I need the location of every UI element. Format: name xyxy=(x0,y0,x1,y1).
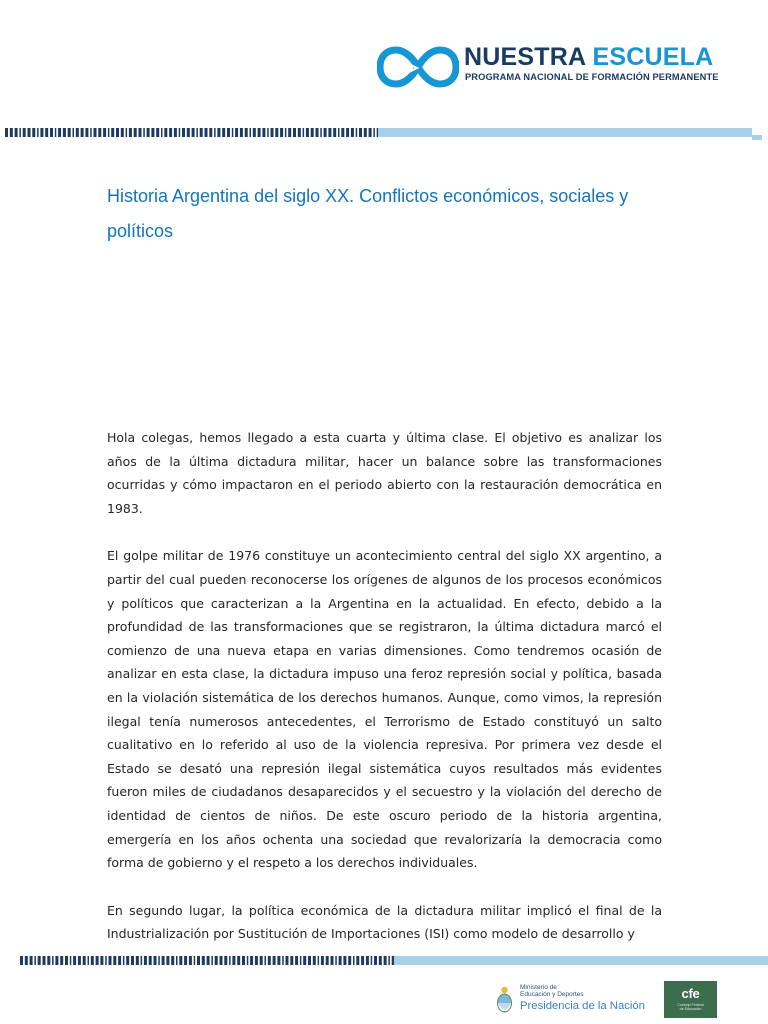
rule-dash xyxy=(343,956,346,965)
rule-dash xyxy=(313,956,316,965)
rule-dash xyxy=(271,128,274,137)
nuestra-escuela-logo xyxy=(377,43,717,89)
rule-dash xyxy=(255,956,258,965)
rule-dash xyxy=(55,956,58,965)
rule-dash xyxy=(240,128,243,137)
rule-dash xyxy=(373,128,375,137)
rule-dash xyxy=(111,128,114,137)
rule-dash xyxy=(295,956,298,965)
rule-dash xyxy=(214,128,216,137)
rule-dash xyxy=(147,128,150,137)
rule-dash xyxy=(232,128,234,137)
rule-dash xyxy=(143,128,145,137)
ministry-line-3: Presidencia de la Nación xyxy=(520,1000,645,1012)
rule-dash xyxy=(303,128,305,137)
rule-dash xyxy=(189,956,192,965)
rule-dash xyxy=(359,128,362,137)
logo-word-nuestra: NUESTRA xyxy=(464,43,586,71)
rule-dash xyxy=(384,956,387,965)
rule-dash xyxy=(34,956,36,965)
footer-divider xyxy=(0,953,768,967)
rule-dash xyxy=(318,956,320,965)
rule-dash xyxy=(73,956,76,965)
rule-dash xyxy=(207,956,210,965)
rule-dash xyxy=(103,128,106,137)
rule-dash xyxy=(200,128,203,137)
rule-dash xyxy=(166,956,169,965)
rule-dash xyxy=(20,956,23,965)
rule-dash xyxy=(197,956,200,965)
rule-dash xyxy=(131,956,134,965)
rule-dash xyxy=(338,128,340,137)
rule-dash xyxy=(129,128,132,137)
rule-dash xyxy=(328,128,331,137)
document-body xyxy=(107,426,662,970)
national-coat-of-arms-icon xyxy=(496,985,513,1015)
rule-dash xyxy=(174,128,177,137)
rule-dash xyxy=(179,956,182,965)
rule-dash xyxy=(220,956,223,965)
rule-dash xyxy=(361,956,364,965)
rule-dash xyxy=(388,956,390,965)
paragraph-2: El golpe militar de 1976 constituye un acontecimiento central del siglo XX argentino, a partir del cual pueden reconocerse los orígenes de algunos de los procesos económicos y políticos que caracterizan a la Argentina en la actualidad. En efecto, debido a la profundidad de las transformaciones que se registraron, la última dictadura marcó el comienzo de una nueva etapa en varias dimensiones. Como tendremos ocasión de analizar en esta clase, la dictadura impuso una feroz represión social y política, basada en la violación sistemática de los derechos humanos. Aunque, como vimos, la represión ilegal tenía numerosos antecedentes, el Terrorismo de Estado constituyó un salto cualitativo en lo referido al uso de la violencia represiva. Por primera vez desde el Estado se desató una represión ilegal sistemática cuyos resultados más evidentes fueron miles de ciudadanos desaparecidos y el secuestro y la violación del derecho de identidad de cientos de niños. De este oscuro periodo de la historia argentina, emergería en los años ochenta una sociedad que revalorizaría la democracia como forma de gobierno y el respeto a los derechos individuales. xyxy=(107,548,662,871)
rule-dash xyxy=(237,956,240,965)
rule-dash xyxy=(81,128,84,137)
rule-dash xyxy=(144,956,147,965)
rule-dashes xyxy=(5,128,380,137)
rule-dash xyxy=(273,956,276,965)
ministry-line-2: Educación y Deportes xyxy=(520,991,584,998)
rule-dash xyxy=(217,128,220,137)
rule-dash xyxy=(5,128,8,137)
rule-dash xyxy=(331,956,334,965)
rule-dash xyxy=(348,956,351,965)
rule-dash xyxy=(247,956,249,965)
rule-dash xyxy=(282,956,284,965)
cfe-acronym: cfe xyxy=(681,986,700,1001)
rule-dash xyxy=(15,128,18,137)
rule-dash xyxy=(123,956,125,965)
rule-dash xyxy=(293,128,296,137)
rule-dash xyxy=(88,956,90,965)
rule-dash xyxy=(235,128,238,137)
rule-dash xyxy=(38,956,41,965)
rule-dash xyxy=(341,128,344,137)
rule-dash xyxy=(116,128,119,137)
rule-dash xyxy=(47,956,50,965)
rule-dash xyxy=(76,128,79,137)
rule-dash xyxy=(311,128,314,137)
rule-dash xyxy=(215,956,218,965)
logo-wordmark xyxy=(464,43,713,71)
cfe-subtitle-line-2: de Educación xyxy=(679,1007,702,1012)
paragraph-3: En segundo lugar, la política económica de la dictadura militar implicó el final de la Industrialización por Sustitución de Importaciones (ISI) como modelo de desarrollo y xyxy=(107,902,662,942)
rule-dash xyxy=(73,128,75,137)
rule-dash xyxy=(308,956,311,965)
rule-dash xyxy=(265,956,267,965)
rule-dash xyxy=(290,956,293,965)
rule-dash xyxy=(209,128,212,137)
rule-dash xyxy=(205,128,208,137)
rule-dash xyxy=(23,128,26,137)
rule-dash xyxy=(45,128,48,137)
rule-dash xyxy=(169,128,172,137)
rule-dash xyxy=(40,128,43,137)
rule-dash xyxy=(366,956,369,965)
rule-dash xyxy=(250,128,252,137)
rule-dash xyxy=(154,956,157,965)
rule-dash xyxy=(43,956,46,965)
infinity-loop-icon xyxy=(377,45,459,89)
ministry-line-1: Ministerio de xyxy=(520,984,557,991)
rule-dash xyxy=(356,956,359,965)
rule-dash xyxy=(50,128,53,137)
rule-dash xyxy=(224,956,227,965)
rule-dash xyxy=(121,128,124,137)
rule-dash xyxy=(288,128,291,137)
rule-dash xyxy=(320,128,322,137)
rule-dash xyxy=(356,128,358,137)
rule-dash xyxy=(164,128,167,137)
rule-dash xyxy=(379,956,382,965)
cfe-subtitle-line-1: Consejo Federal xyxy=(677,1003,704,1007)
rule-dash xyxy=(253,128,256,137)
rule-dash xyxy=(32,128,35,137)
rule-dash xyxy=(96,956,99,965)
header-divider xyxy=(0,126,768,140)
rule-dash xyxy=(182,128,185,137)
rule-dash xyxy=(37,128,39,137)
rule-dash xyxy=(306,128,309,137)
rule-dash xyxy=(303,956,306,965)
rule-dash xyxy=(321,956,324,965)
rule-dash xyxy=(136,956,139,965)
rule-dash xyxy=(149,956,152,965)
rule-dash xyxy=(346,128,349,137)
rule-dash xyxy=(156,128,159,137)
rule-dash xyxy=(192,128,195,137)
rule-dash xyxy=(91,956,94,965)
rule-dash xyxy=(162,956,165,965)
rule-dash xyxy=(68,128,71,137)
rule-dash xyxy=(25,956,28,965)
logo-tagline: PROGRAMA NACIONAL DE FORMACIÓN PERMANENTE xyxy=(465,72,719,82)
rule-dash xyxy=(78,956,81,965)
rule-dash xyxy=(98,128,101,137)
rule-dash xyxy=(100,956,103,965)
rule-dash xyxy=(275,128,278,137)
rule-dash xyxy=(371,956,373,965)
rule-dash xyxy=(85,128,88,137)
rule-dash xyxy=(176,956,178,965)
rule-dash xyxy=(196,128,198,137)
rule-dash xyxy=(277,956,280,965)
paragraph-1: Hola colegas, hemos llegado a esta cuarta y última clase. El objetivo es analizar los años de la última dictadura militar, hacer un balance sobre las transformaciones ocurridas y cómo impactaron en el periodo abierto con la restauración democrática en 1983. xyxy=(107,430,662,516)
rule-dash xyxy=(242,956,245,965)
rule-dash xyxy=(151,128,154,137)
rule-dash xyxy=(211,956,213,965)
rule-dash xyxy=(335,956,337,965)
rule-dash xyxy=(65,956,68,965)
rule-dash xyxy=(229,956,231,965)
rule-dash xyxy=(134,128,137,137)
rule-dash xyxy=(28,128,31,137)
rule-dash xyxy=(30,956,33,965)
rule-dash xyxy=(63,128,66,137)
rule-dash xyxy=(250,956,253,965)
rule-dash xyxy=(245,128,248,137)
rule-dash xyxy=(158,956,160,965)
rule-dash xyxy=(60,956,63,965)
rule-dash xyxy=(109,956,112,965)
rule-dash xyxy=(286,956,289,965)
cfe-subtitle xyxy=(664,1003,717,1012)
rule-dash xyxy=(105,956,107,965)
rule-dash xyxy=(126,128,128,137)
ministry-logo xyxy=(496,982,646,1020)
rule-dash xyxy=(374,956,377,965)
rule-dash xyxy=(227,128,230,137)
rule-dash xyxy=(161,128,163,137)
rule-dash xyxy=(316,128,319,137)
rule-dash xyxy=(118,956,121,965)
rule-dash xyxy=(179,128,181,137)
rule-dash xyxy=(339,956,342,965)
rule-dash xyxy=(262,128,265,137)
rule-dash xyxy=(58,128,61,137)
rule-dash xyxy=(267,128,269,137)
rule-dash xyxy=(171,956,174,965)
rule-dash xyxy=(280,128,283,137)
rule-dash xyxy=(298,128,301,137)
rule-dash xyxy=(141,956,143,965)
rule-dash xyxy=(353,956,355,965)
rule-dash xyxy=(70,956,72,965)
rule-dash xyxy=(232,956,235,965)
rule-dash xyxy=(90,128,92,137)
rule-dash xyxy=(285,128,287,137)
rule-dash xyxy=(369,128,372,137)
rule-dash xyxy=(113,956,116,965)
rule-dash xyxy=(324,128,327,137)
rule-dash xyxy=(55,128,57,137)
rule-dashes xyxy=(20,956,395,965)
document-title: Historia Argentina del siglo XX. Conflictos económicos, sociales y políticos xyxy=(107,186,629,241)
logo-word-escuela: ESCUELA xyxy=(592,43,714,71)
rule-dash xyxy=(260,956,263,965)
rule-dash xyxy=(364,128,367,137)
rule-dash xyxy=(10,128,13,137)
rule-dash xyxy=(108,128,110,137)
rule-dash xyxy=(187,128,190,137)
rule-dash xyxy=(19,128,21,137)
rule-dash xyxy=(139,128,142,137)
rule-dash xyxy=(83,956,86,965)
rule-dash xyxy=(351,128,354,137)
rule-dash xyxy=(52,956,54,965)
rule-dash xyxy=(300,956,302,965)
rule-dash xyxy=(326,956,329,965)
rule-dash xyxy=(202,956,205,965)
rule-dash xyxy=(222,128,225,137)
rule-dash xyxy=(184,956,187,965)
rule-dash xyxy=(126,956,129,965)
rule-dash xyxy=(268,956,271,965)
cfe-logo xyxy=(664,981,717,1018)
rule-dash xyxy=(258,128,261,137)
rule-dash xyxy=(333,128,336,137)
rule-dash xyxy=(94,128,97,137)
rule-dash xyxy=(194,956,196,965)
